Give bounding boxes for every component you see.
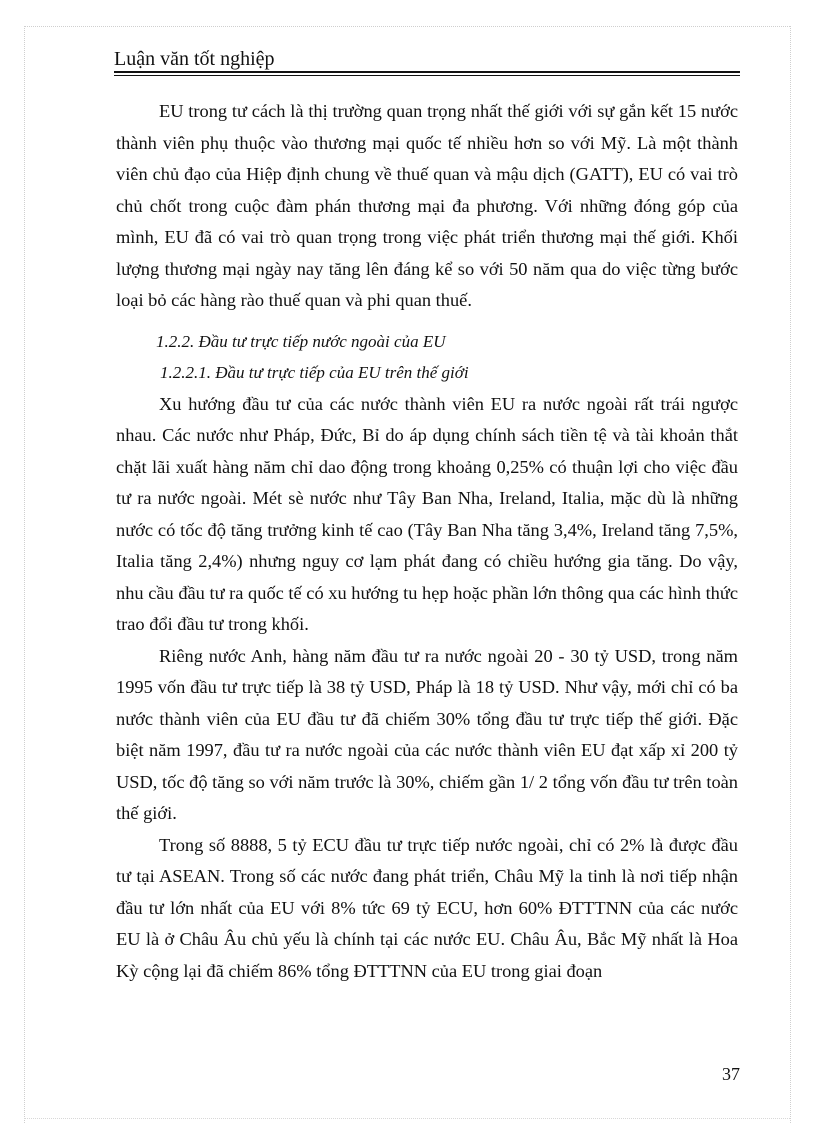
page-header [114,46,740,76]
page-border-top [24,26,790,27]
section-heading-1-2-2: 1.2.2. Đầu tư trực tiếp nước ngoài của EU [156,331,446,351]
header-rule-thick [114,71,740,73]
header-title: Luận văn tốt nghiệp [114,48,275,70]
document-body [116,96,738,987]
page-border-bottom [24,1118,790,1119]
page-border-right [790,26,791,1123]
page-border-left [24,26,25,1123]
paragraph-uk-investment: Riêng nước Anh, hàng năm đầu tư ra nước ngoài 20 - 30 tỷ USD, trong năm 1995 vốn đầu tư trực tiếp là 38 tỷ USD, Pháp là 18 tỷ USD. Như vậy, mới chỉ có ba nước thành viên của EU đầu tư đã chiếm 30% tổng đầu tư trực tiếp thế giới. Đặc biệt năm 1997, đầu tư ra nước ngoài của các nước thành viên EU đạt xấp xỉ 200 tỷ USD, tốc độ tăng so với năm trước là 30%, chiếm gần 1/ 2 tổng vốn đầu tư trên toàn thế giới. [116,645,738,823]
paragraph-investment-trends: Xu hướng đầu tư của các nước thành viên EU ra nước ngoài rất trái ngược nhau. Các nước như Pháp, Đức, Bỉ do áp dụng chính sách tiền tệ và tài khoản thắt chặt lãi xuất hàng năm chỉ dao động trong khoảng 0,25% có thuận lợi cho việc đầu tư ra nước ngoài. Mét sè nước như Tây Ban Nha, Ireland, Italia, mặc dù là những nước có tốc độ tăng trưởng kinh tế cao (Tây Ban Nha tăng 3,4%, Ireland tăng 7,5%, Italia tăng 2,4%) nhưng nguy cơ lạm phát đang có chiều hướng gia tăng. Do vậy, nhu cầu đầu tư ra quốc tế có xu hướng tu hẹp hoặc phần lớn thông qua các hình thức trao đổi đầu tư trong khối. [116,393,738,634]
header-rule-thin [114,75,740,76]
section-heading-1-2-2-1: 1.2.2.1. Đầu tư trực tiếp của EU trên thế giới [160,363,469,382]
paragraph-fdi-distribution: Trong số 8888, 5 tỷ ECU đầu tư trực tiếp nước ngoài, chỉ có 2% là được đầu tư tại ASEAN. Trong số các nước đang phát triển, Châu Mỹ la tinh là nơi tiếp nhận đầu tư lớn nhất của EU với 8% tức 69 tỷ ECU, hơn 60% ĐTTTNN của các nước EU là ở Châu Âu chủ yếu là chính tại các nước EU. Châu Âu, Bắc Mỹ nhất là Hoa Kỳ cộng lại đã chiếm 86% tổng ĐTTTNN của EU trong giai đoạn [116,834,738,981]
paragraph-eu-trade-role: EU trong tư cách là thị trường quan trọng nhất thế giới với sự gắn kết 15 nước thành viên phụ thuộc vào thương mại quốc tế nhiều hơn so với Mỹ. Là một thành viên chủ đạo của Hiệp định chung về thuế quan và mậu dịch (GATT), EU có vai trò chủ chốt trong cuộc đàm phán thương mại đa phương. Với những đóng góp của mình, EU đã có vai trò quan trọng trong việc phát triển thương mại thế giới. Khối lượng thương mại ngày nay tăng lên đáng kể so với 50 năm qua do việc từng bước loại bỏ các hàng rào thuế quan và phi quan thuế. [116,101,738,310]
page-number: 37 [722,1064,740,1084]
